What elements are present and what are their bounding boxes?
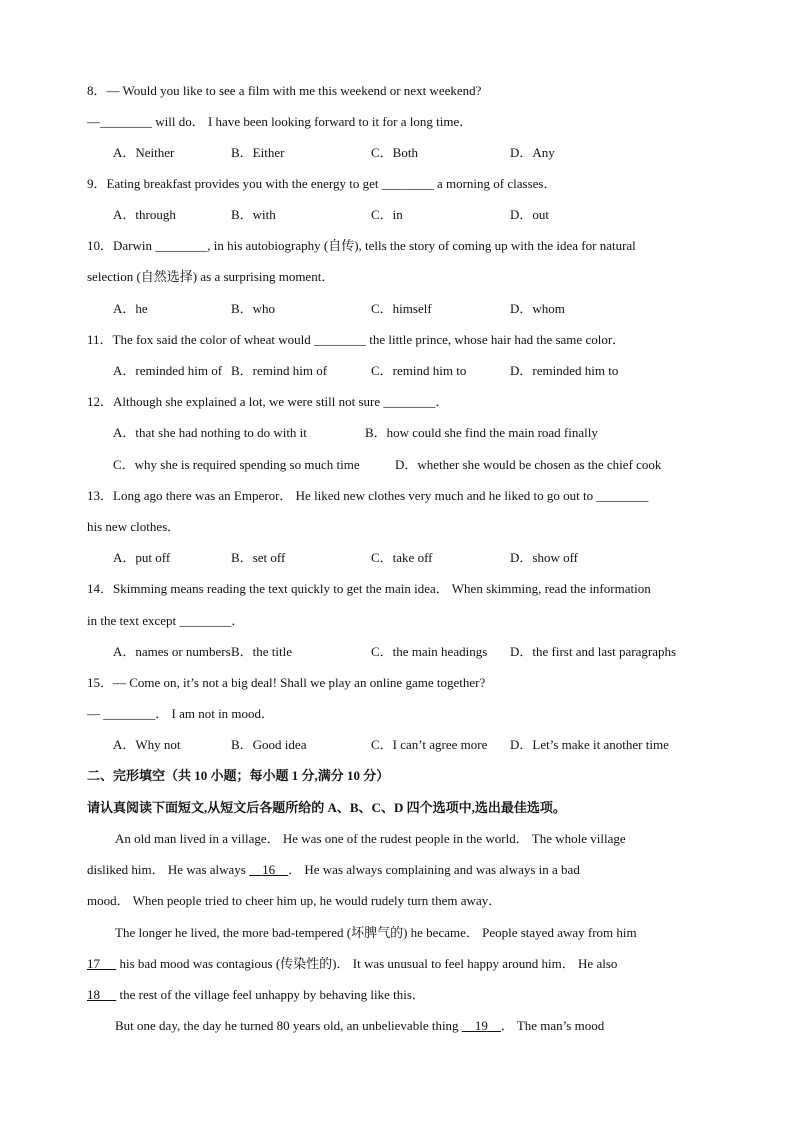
passage-text: disliked him． He was always (87, 862, 250, 877)
question-8-options (113, 144, 734, 162)
option-b[interactable]: B．how could she find the main road finally (365, 425, 598, 440)
option-d[interactable]: D．whom (510, 301, 565, 316)
question-13-options (113, 549, 734, 567)
question-12-options-row1 (113, 424, 734, 442)
question-10-stem-line2: selection (自然选择) as a surprising moment． (87, 269, 335, 284)
question-14-stem: 14．Skimming means reading the text quickly to get the main idea． When skimming, read the information (87, 581, 651, 596)
option-a[interactable]: A．that she had nothing to do with it (113, 425, 307, 440)
section-instruction: 请认真阅读下面短文,从短文后各题所给的 A、B、C、D 四个选项中,选出最佳选项。 (87, 800, 566, 815)
option-b[interactable]: B．Good idea (231, 737, 307, 752)
question-13-stem: 13．Long ago there was an Emperor． He liked new clothes very much and he liked to go out to ________ (87, 488, 649, 503)
option-a[interactable]: A．through (113, 207, 176, 222)
question-11-stem: 11．The fox said the color of wheat would ________ the little prince, whose hair had the same color． (87, 332, 626, 347)
option-c[interactable]: C．take off (371, 550, 433, 565)
blank-number: 16 (262, 862, 276, 877)
option-c[interactable]: C．remind him to (371, 363, 467, 378)
question-11-options (113, 362, 734, 380)
option-d[interactable]: D．whether she would be chosen as the chief cook (395, 457, 662, 472)
blank-18[interactable] (87, 987, 116, 1002)
section-heading: 二、完形填空（共 10 小题；每小题 1 分,满分 10 分） (87, 768, 390, 783)
passage-p2-line2 (87, 955, 734, 973)
question-9-stem: 9．Eating breakfast provides you with the energy to get ________ a morning of classes． (87, 176, 557, 191)
option-c[interactable]: C．Both (371, 145, 418, 160)
option-d[interactable]: D．the first and last paragraphs (510, 644, 677, 659)
blank-number: 17 (87, 956, 100, 971)
option-a[interactable]: A．names or numbers (113, 644, 231, 659)
question-9-options (113, 206, 734, 224)
passage-text: ． He was always complaining and was always in a bad (288, 862, 580, 877)
blank-17[interactable] (87, 956, 116, 971)
question-15-options (113, 736, 734, 754)
option-c[interactable]: C．why she is required spending so much time (113, 457, 360, 472)
passage-p1-line2 (87, 861, 734, 879)
question-14-options (113, 643, 734, 661)
question-8-stem: 8．— Would you like to see a film with me this weekend or next weekend? (87, 83, 482, 98)
option-c[interactable]: C．I can’t agree more (371, 737, 488, 752)
option-a[interactable]: A．Neither (113, 145, 175, 160)
option-d[interactable]: D．Let’s make it another time (510, 737, 669, 752)
question-10-options (113, 300, 734, 318)
passage-p2-line3 (87, 986, 734, 1004)
passage-text: ． The man’s mood (500, 1018, 605, 1033)
option-d[interactable]: D．Any (510, 145, 555, 160)
option-a[interactable]: A．he (113, 301, 148, 316)
option-c[interactable]: C．in (371, 207, 403, 222)
option-c[interactable]: C．the main headings (371, 644, 488, 659)
passage-p3-line1 (115, 1017, 734, 1035)
option-a[interactable]: A．put off (113, 550, 171, 565)
option-b[interactable]: B．who (231, 301, 276, 316)
question-13-stem-line2: his new clothes． (87, 519, 181, 534)
blank-16[interactable] (249, 862, 288, 877)
option-a[interactable]: A．reminded him of (113, 363, 223, 378)
option-d[interactable]: D．show off (510, 550, 579, 565)
question-12-options-row2 (113, 456, 734, 474)
option-a[interactable]: A．Why not (113, 737, 181, 752)
question-8-stem-line2: —________ will do． I have been looking forward to it for a long time． (87, 114, 473, 129)
passage-text: the rest of the village feel unhappy by behaving like this． (116, 987, 425, 1002)
question-10-stem: 10．Darwin ________, in his autobiography (自传), tells the story of coming up with the idea for natural (87, 238, 636, 253)
passage-text: his bad mood was contagious (传染性的)． It was unusual to feel happy around him． He also (116, 956, 618, 971)
passage-text: But one day, the day he turned 80 years old, an unbelievable thing (115, 1018, 462, 1033)
passage-p1-line1: An old man lived in a village． He was one of the rudest people in the world． The whole village (115, 831, 626, 846)
option-b[interactable]: B．the title (231, 644, 293, 659)
option-b[interactable]: B．Either (231, 145, 285, 160)
option-d[interactable]: D．out (510, 207, 550, 222)
option-b[interactable]: B．remind him of (231, 363, 328, 378)
option-c[interactable]: C．himself (371, 301, 432, 316)
option-b[interactable]: B．set off (231, 550, 286, 565)
question-15-stem: 15．— Come on, it’s not a big deal! Shall we play an online game together? (87, 675, 486, 690)
blank-19[interactable] (462, 1018, 501, 1033)
passage-p2-line1: The longer he lived, the more bad-tempered (坏脾气的) he became． People stayed away from him (115, 925, 637, 940)
blank-number: 18 (87, 987, 100, 1002)
passage-p1-line3: mood． When people tried to cheer him up, he would rudely turn them away． (87, 893, 502, 908)
question-12-stem: 12．Although she explained a lot, we were still not sure ________． (87, 394, 449, 409)
question-15-stem-line2: — ________． I am not in mood． (87, 706, 275, 721)
option-d[interactable]: D．reminded him to (510, 363, 619, 378)
question-14-stem-line2: in the text except ________． (87, 613, 245, 628)
blank-number: 19 (474, 1018, 488, 1033)
option-b[interactable]: B．with (231, 207, 276, 222)
